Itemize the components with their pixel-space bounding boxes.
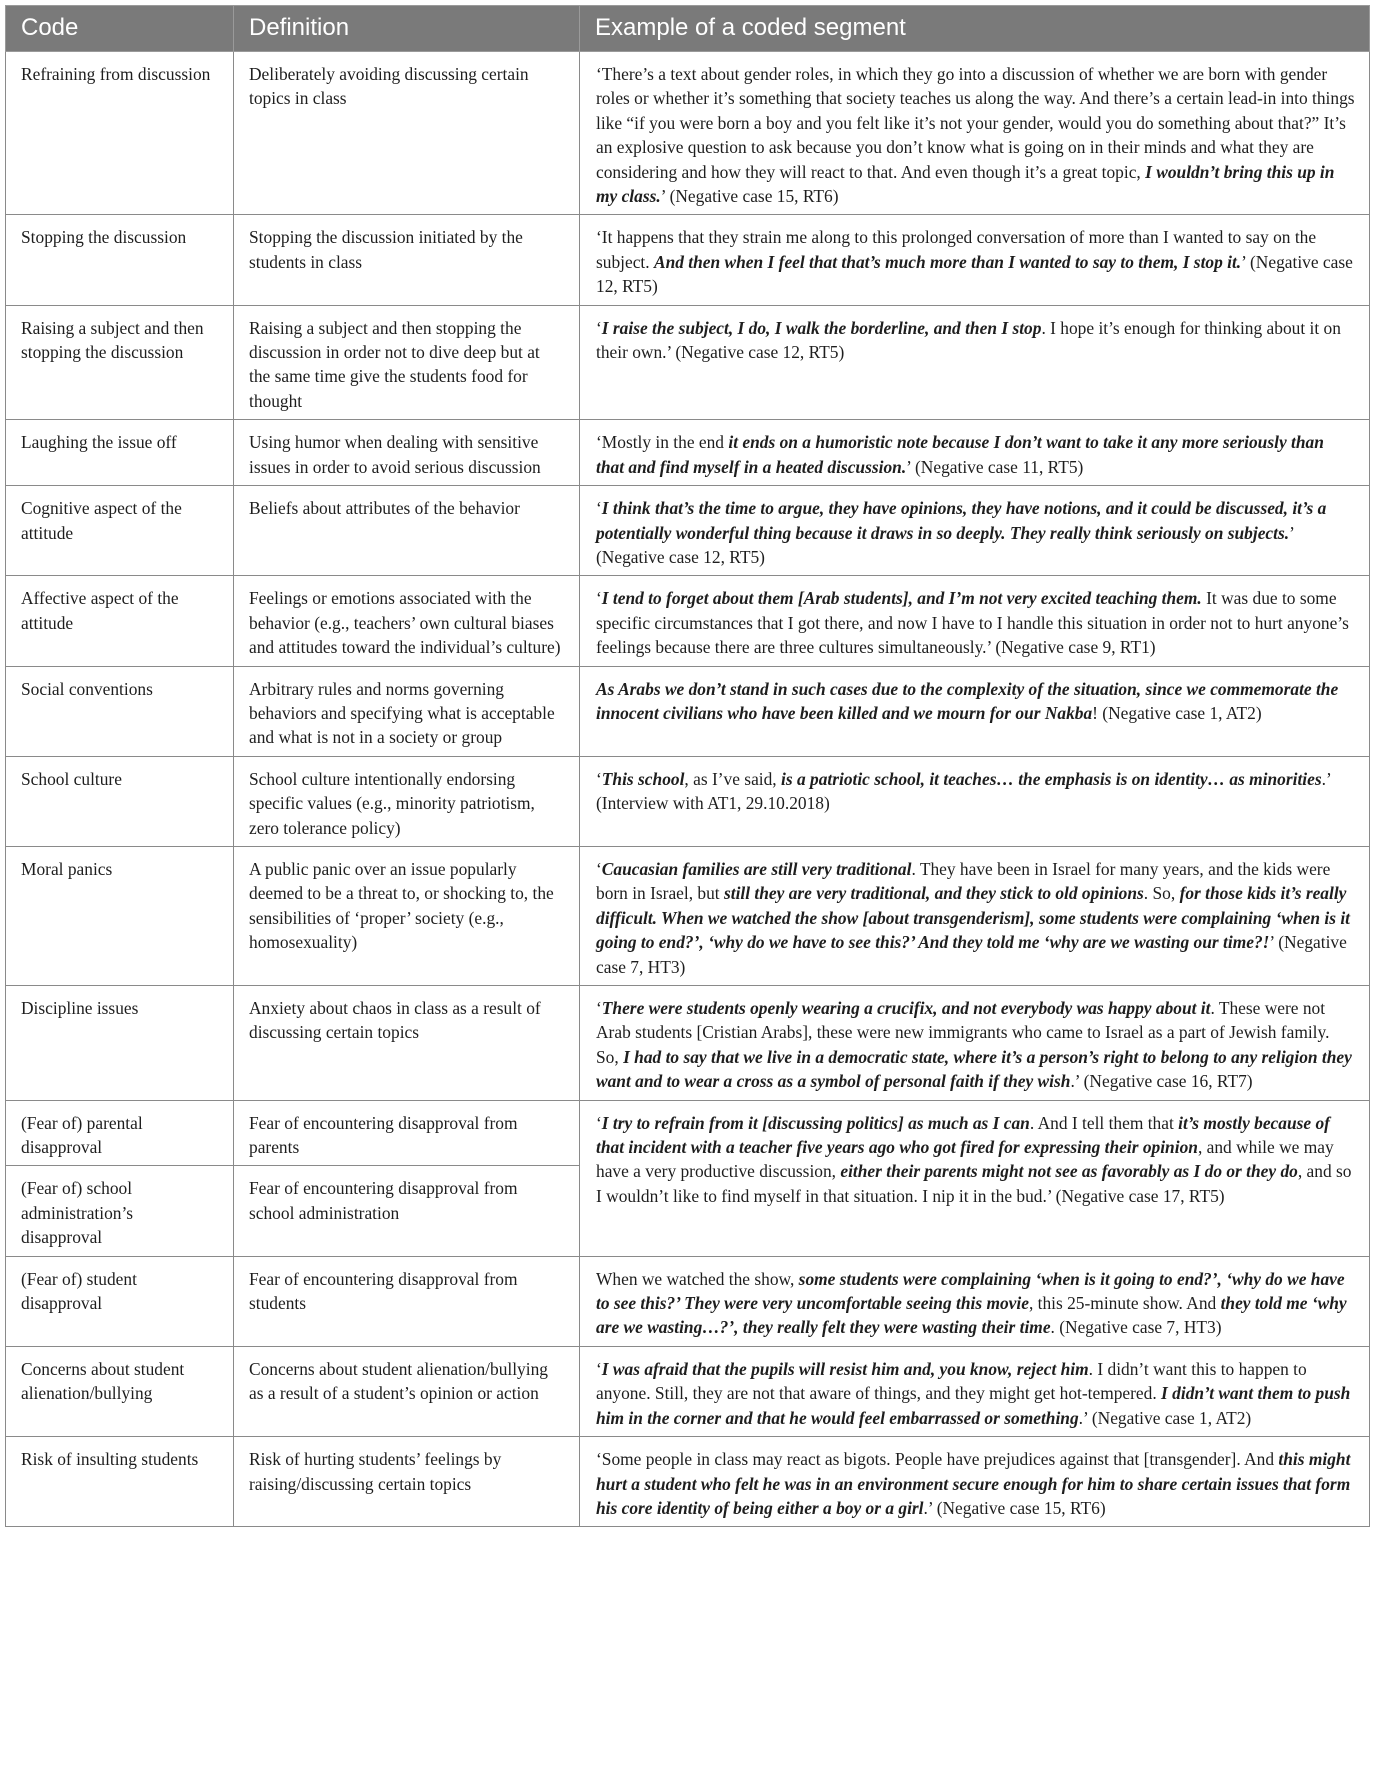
code-cell: Moral panics	[6, 846, 234, 985]
example-emphasis: I didn’t want them to push him in the corner and that he would feel embarrassed or something	[596, 1383, 1351, 1428]
example-emphasis: There were students openly wearing a crucifix, and not everybody was happy about it	[601, 998, 1211, 1018]
example-emphasis: I try to refrain from it [discussing politics] as much as I can	[601, 1112, 1030, 1133]
example-emphasis: I had to say that we live in a democratic state, where it’s a person’s right to belong to any religion they want and to wear a cross as a symbol of personal faith if they wish	[596, 1046, 1352, 1092]
table-row	[6, 1100, 1370, 1166]
example-text: ‘	[596, 1358, 602, 1379]
example-cell	[580, 986, 1370, 1101]
header-example: Example of a coded segment	[580, 6, 1370, 52]
code-cell: Affective aspect of the attitude	[6, 576, 234, 666]
example-cell	[580, 486, 1370, 576]
table-row	[6, 305, 1370, 420]
code-cell: Concerns about student alienation/bullying	[6, 1346, 234, 1436]
code-cell: Raising a subject and then stopping the discussion	[6, 305, 234, 420]
example-emphasis: As Arabs we don’t stand in such cases due to the complexity of the situation, since we commemorate the innocent civilians who have been killed and we mourn for our Nakba	[596, 678, 1339, 723]
table-row	[6, 52, 1370, 215]
table-row	[6, 846, 1370, 985]
table-row	[6, 420, 1370, 486]
example-text: . And I tell them that	[1029, 1112, 1179, 1133]
example-text: ’ (Negative case 12, RT5)	[596, 522, 1294, 567]
code-cell: Laughing the issue off	[6, 420, 234, 486]
definition-cell: Beliefs about attributes of the behavior	[234, 486, 580, 576]
example-emphasis: I think that’s the time to argue, they have opinions, they have notions, and it could be discussed, it’s a potentially wonderful thing because it draws in so deeply. They really think seriously on subjects.	[596, 498, 1327, 543]
example-emphasis: some students were complaining ‘when is it going to end?’, ‘why do we have to see this?’ They were very uncomfortable seeing this movie	[596, 1268, 1345, 1314]
example-text: ‘	[596, 768, 602, 789]
table-row	[6, 756, 1370, 846]
definition-cell: Risk of hurting students’ feelings by raising/discussing certain topics	[234, 1437, 580, 1527]
example-text: , and while we may have a very productive discussion,	[596, 1137, 1334, 1182]
example-emphasis: I tend to forget about them [Arab students], and I’m not very excited teaching them.	[601, 588, 1202, 609]
code-cell: (Fear of) school administration’s disapproval	[6, 1166, 234, 1256]
table-row	[6, 215, 1370, 305]
definition-cell: Using humor when dealing with sensitive issues in order to avoid serious discussion	[234, 420, 580, 486]
definition-cell: Deliberately avoiding discussing certain topics in class	[234, 52, 580, 215]
example-text: ’ (Negative case 12, RT5)	[596, 251, 1353, 297]
example-cell	[580, 666, 1370, 756]
example-text: ‘It happens that they strain me along to this prolonged conversation of more than I wanted to say on the subject.	[596, 227, 1317, 272]
example-text: ’ (Negative case 15, RT6)	[660, 186, 839, 207]
codebook-table-container	[5, 5, 1369, 1527]
codebook-table	[5, 5, 1370, 1527]
code-cell: School culture	[6, 756, 234, 846]
example-emphasis: Caucasian families are still very traditional	[601, 858, 912, 879]
example-text: ‘	[596, 317, 602, 338]
table-row	[6, 1256, 1370, 1346]
example-cell	[580, 215, 1370, 305]
code-cell: Discipline issues	[6, 986, 234, 1101]
example-emphasis: I raise the subject, I do, I walk the borderline, and then I stop	[601, 317, 1042, 338]
example-text: It was due to some specific circumstances that I got there, and now I have to I handle this situation in order not to hurt anyone’s feelings because there are three cultures simultaneously.’ (Negative case 9, RT1)	[596, 588, 1349, 658]
code-cell: Stopping the discussion	[6, 215, 234, 305]
definition-cell: Fear of encountering disapproval from school administration	[234, 1166, 580, 1256]
table-row	[6, 666, 1370, 756]
example-text: ‘Some people in class may react as bigots. People have prejudices against that [transgender]. And	[596, 1449, 1279, 1470]
example-emphasis: they told me ‘why are we wasting…?’, they really felt they were wasting their time	[596, 1293, 1347, 1338]
example-text: ‘	[596, 588, 602, 609]
example-text: ’ (Negative case 7, HT3)	[596, 932, 1347, 977]
example-text: .’ (Negative case 1, AT2)	[1078, 1407, 1252, 1428]
example-emphasis: This school	[601, 768, 685, 789]
table-row	[6, 576, 1370, 666]
definition-cell: Anxiety about chaos in class as a result of discussing certain topics	[234, 986, 580, 1101]
example-emphasis: is a patriotic school, it teaches… the emphasis is on identity… as minorities	[781, 768, 1322, 789]
example-emphasis: it’s mostly because of that incident with a teacher five years ago who got fired for expressing their opinion	[596, 1112, 1330, 1158]
definition-cell: A public panic over an issue popularly deemed to be a threat to, or shocking to, the sensibilities of ‘proper’ society (e.g., homosexuality)	[234, 846, 580, 985]
example-text: . (Negative case 7, HT3)	[1050, 1317, 1222, 1338]
example-cell	[580, 1256, 1370, 1346]
example-text: . So,	[1143, 883, 1180, 904]
example-emphasis: still they are very traditional, and they stick to old opinions	[723, 883, 1144, 904]
example-text: , and so I wouldn’t like to find myself in that situation. I nip it in the bud.’ (Negative case 17, RT5)	[596, 1161, 1352, 1206]
example-text: .’ (Negative case 15, RT6)	[923, 1497, 1106, 1518]
table-body	[6, 52, 1370, 1527]
example-emphasis: for those kids it’s really difficult. When we watched the show [about transgenderism], some students were complaining ‘when is it going to end?’, ‘why do we have to see this?’ And they told me ‘why are we wasting our time?!	[596, 883, 1351, 953]
definition-cell: Feelings or emotions associated with the behavior (e.g., teachers’ own cultural biases and attitudes toward the individual’s culture)	[234, 576, 580, 666]
definition-cell: Fear of encountering disapproval from students	[234, 1256, 580, 1346]
example-cell	[580, 1346, 1370, 1436]
definition-cell: School culture intentionally endorsing specific values (e.g., minority patriotism, zero tolerance policy)	[234, 756, 580, 846]
example-cell	[580, 305, 1370, 420]
example-cell	[580, 1437, 1370, 1527]
example-cell	[580, 420, 1370, 486]
definition-cell: Fear of encountering disapproval from parents	[234, 1100, 580, 1166]
code-cell: Social conventions	[6, 666, 234, 756]
table-row	[6, 486, 1370, 576]
example-text: , as I’ve said,	[684, 768, 782, 789]
example-cell	[580, 756, 1370, 846]
header-code: Code	[6, 6, 234, 52]
header-row	[6, 6, 1370, 52]
code-cell: Cognitive aspect of the attitude	[6, 486, 234, 576]
example-text: ! (Negative case 1, AT2)	[1092, 702, 1262, 723]
example-text: ‘	[596, 858, 602, 879]
code-cell: (Fear of) student disapproval	[6, 1256, 234, 1346]
table-header	[6, 6, 1370, 52]
example-text: ‘	[596, 498, 602, 519]
example-emphasis: I wouldn’t bring this up in my class.	[596, 161, 1335, 207]
table-row	[6, 986, 1370, 1101]
example-emphasis: I was afraid that the pupils will resist him and, you know, reject him	[601, 1358, 1089, 1379]
example-text: . These were not Arab students [Cristian Arabs], these were new immigrants who came to Israel as a part of Jewish family. So,	[596, 998, 1330, 1067]
definition-cell: Stopping the discussion initiated by the students in class	[234, 215, 580, 305]
example-emphasis: either their parents might not see as favorably as I do or they do	[840, 1161, 1298, 1182]
example-text: ‘Mostly in the end	[596, 432, 729, 453]
example-text: ‘There’s a text about gender roles, in which they go into a discussion of whether we are born with gender roles or whether it’s something that society teaches us along the way. And there’s a certain lead-in into things like “if you were born a boy and you felt like it’s not your gender, would you do something about that?” It’s an explosive question to ask because you don’t know what is going on in their minds and what they are considering and how they will react to that. And even though it’s a great topic,	[596, 64, 1355, 182]
example-text: . I hope it’s enough for thinking about it on their own.’ (Negative case 12, RT5)	[596, 317, 1341, 363]
example-text: , this 25-minute show. And	[1028, 1293, 1221, 1314]
example-emphasis: And then when I feel that that’s much more than I wanted to say to them, I stop it.	[653, 251, 1242, 272]
definition-cell: Raising a subject and then stopping the discussion in order not to dive deep but at the same time give the students food for thought	[234, 305, 580, 420]
example-cell	[580, 52, 1370, 215]
example-cell	[580, 846, 1370, 985]
header-definition: Definition	[234, 6, 580, 52]
code-cell: Risk of insulting students	[6, 1437, 234, 1527]
example-text: .’ (Interview with AT1, 29.10.2018)	[596, 768, 1331, 814]
example-text: . They have been in Israel for many years, and the kids were born in Israel, but	[596, 858, 1331, 904]
example-cell	[580, 1100, 1370, 1256]
code-cell: (Fear of) parental disapproval	[6, 1100, 234, 1166]
example-text: . I didn’t want this to happen to anyone. Still, they are not that aware of things, and they might get hot-tempered.	[596, 1358, 1307, 1404]
example-cell	[580, 576, 1370, 666]
example-text: ‘	[596, 1112, 602, 1133]
table-row	[6, 1346, 1370, 1436]
example-emphasis: this might hurt a student who felt he was in an environment secure enough for him to share certain issues that form his core identity of being either a boy or a girl	[596, 1449, 1351, 1518]
table-row	[6, 1437, 1370, 1527]
example-text: ’ (Negative case 11, RT5)	[906, 456, 1084, 477]
example-text: .’ (Negative case 16, RT7)	[1070, 1071, 1253, 1092]
example-emphasis: it ends on a humoristic note because I don’t want to take it any more seriously than that and find myself in a heated discussion.	[596, 432, 1324, 477]
example-text: ‘	[596, 998, 602, 1018]
example-text: When we watched the show,	[596, 1268, 799, 1289]
code-cell: Refraining from discussion	[6, 52, 234, 215]
definition-cell: Concerns about student alienation/bullying as a result of a student’s opinion or action	[234, 1346, 580, 1436]
definition-cell: Arbitrary rules and norms governing behaviors and specifying what is acceptable and what is not in a society or group	[234, 666, 580, 756]
